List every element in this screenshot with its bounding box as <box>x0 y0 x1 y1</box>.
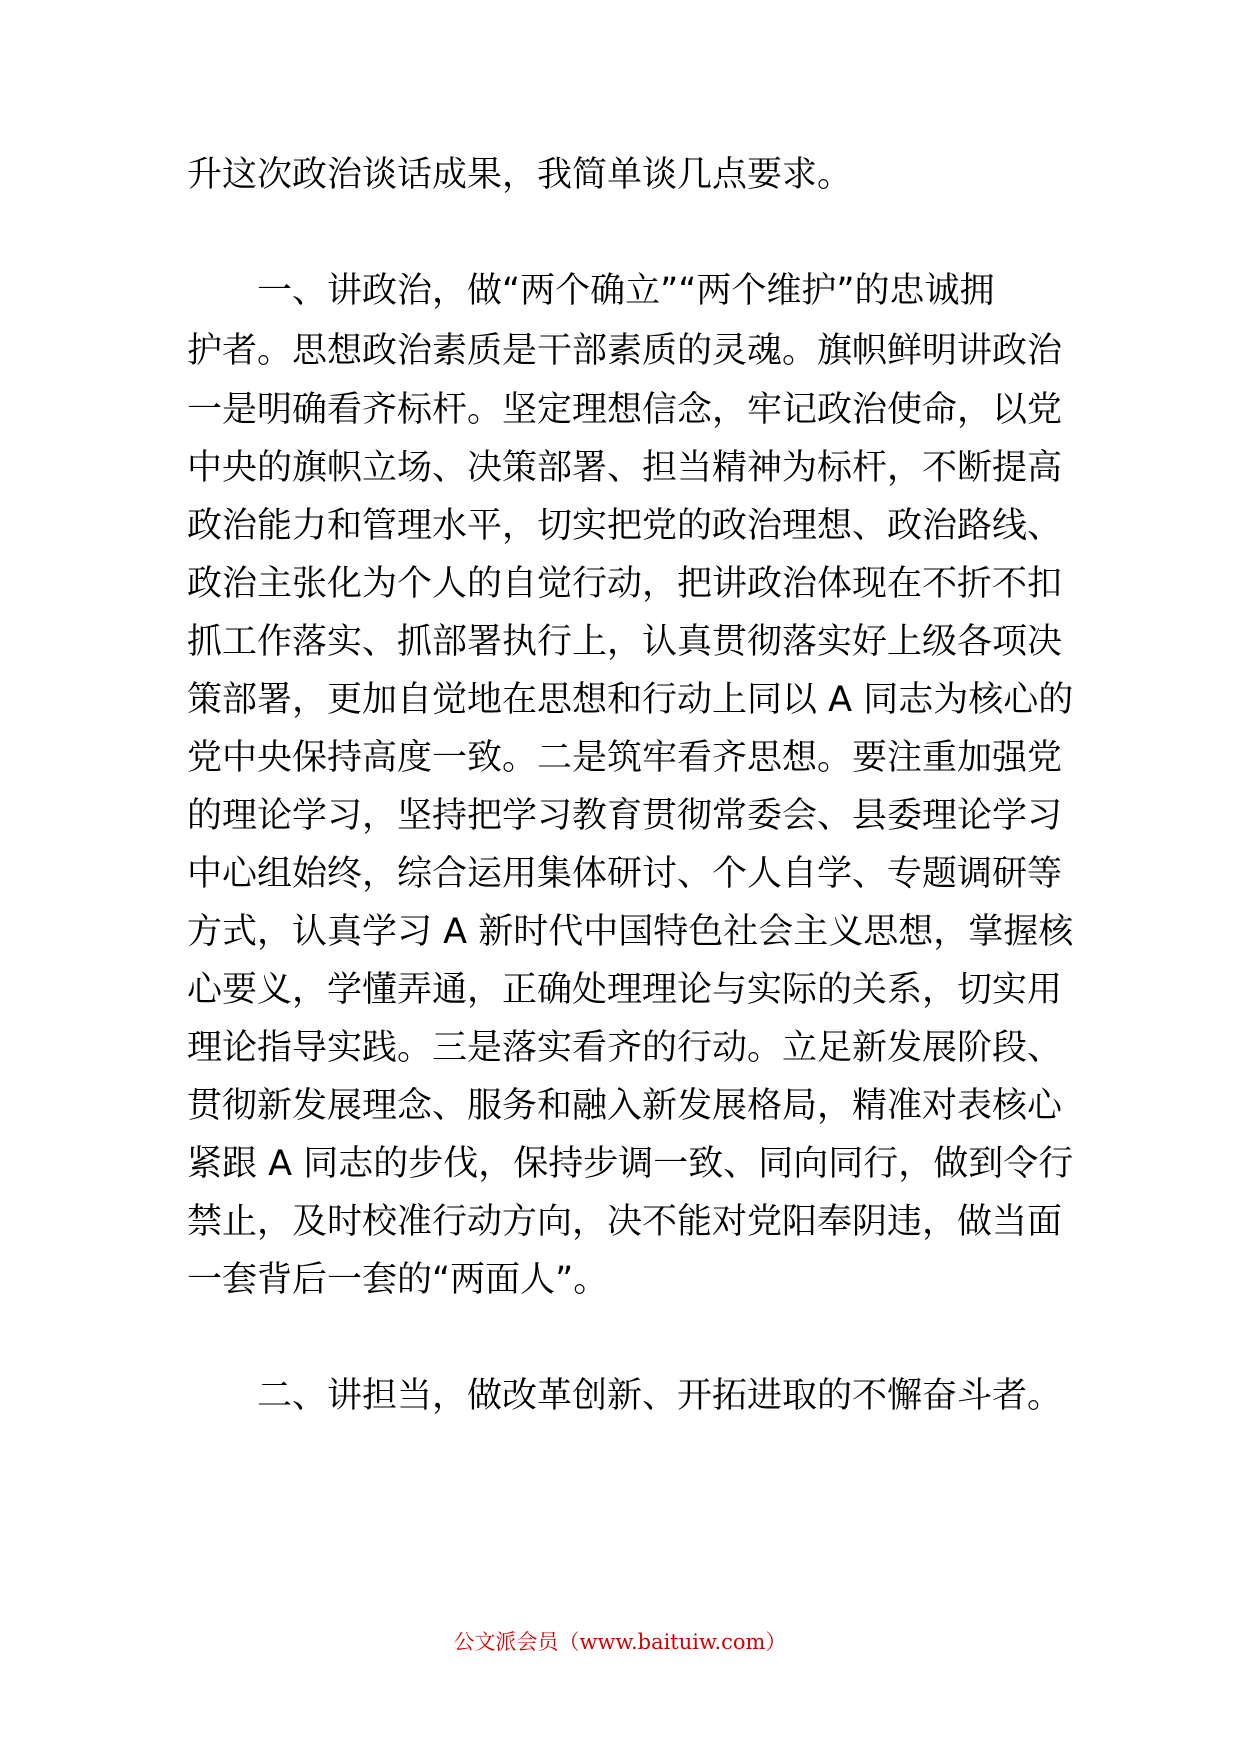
section1-line-8: 策部署，更加自觉地在思想和行动上同以 A 同志为核心的 <box>187 680 1074 720</box>
section1-line-1: 一、讲政治，做“两个确立”“两个维护”的忠诚拥 <box>257 271 995 311</box>
footer-link[interactable]: （www.baituiw.com） <box>558 1630 787 1654</box>
section2-heading: 二、讲担当，做改革创新、开拓进取的不懈奋斗者。 <box>257 1376 1063 1416</box>
section1-line-9: 党中央保持高度一致。二是筑牢看齐思想。要注重加强党 <box>187 738 1063 778</box>
footer-prefix: 公文派会员 <box>453 1630 559 1654</box>
section1-line-4: 中央的旗帜立场、决策部署、担当精神为标杆，不断提高 <box>187 448 1063 488</box>
section1-line-12: 方式，认真学习 A 新时代中国特色社会主义思想，掌握核 <box>187 912 1074 952</box>
section1-line-15: 贯彻新发展理念、服务和融入新发展格局，精准对表核心 <box>187 1086 1063 1126</box>
section1-line-10: 的理论学习，坚持把学习教育贯彻常委会、县委理论学习 <box>187 796 1063 836</box>
section1-line-5: 政治能力和管理水平，切实把党的政治理想、政治路线、 <box>187 506 1063 546</box>
section1-line-7: 抓工作落实、抓部署执行上，认真贯彻落实好上级各项决 <box>187 622 1063 662</box>
section1-line-2: 护者。思想政治素质是干部素质的灵魂。旗帜鲜明讲政治 <box>187 331 1063 371</box>
section1-line-18: 一套背后一套的“两面人”。 <box>187 1260 609 1300</box>
section1-line-11: 中心组始终，综合运用集体研讨、个人自学、专题调研等 <box>187 854 1063 894</box>
section1-line-6: 政治主张化为个人的自觉行动，把讲政治体现在不折不扣 <box>187 564 1063 604</box>
opening-line: 升这次政治谈话成果，我简单谈几点要求。 <box>187 155 853 195</box>
section1-line-13: 心要义，学懂弄通，正确处理理论与实际的关系，切实用 <box>187 970 1063 1010</box>
section1-line-14: 理论指导实践。三是落实看齐的行动。立足新发展阶段、 <box>187 1028 1063 1068</box>
footer-watermark <box>0 1628 1240 1656</box>
section1-line-17: 禁止，及时校准行动方向，决不能对党阳奉阴违，做当面 <box>187 1202 1063 1242</box>
section1-line-16: 紧跟 A 同志的步伐，保持步调一致、同向同行，做到令行 <box>187 1144 1074 1184</box>
section1-line-3: 一是明确看齐标杆。坚定理想信念，牢记政治使命，以党 <box>187 390 1063 430</box>
